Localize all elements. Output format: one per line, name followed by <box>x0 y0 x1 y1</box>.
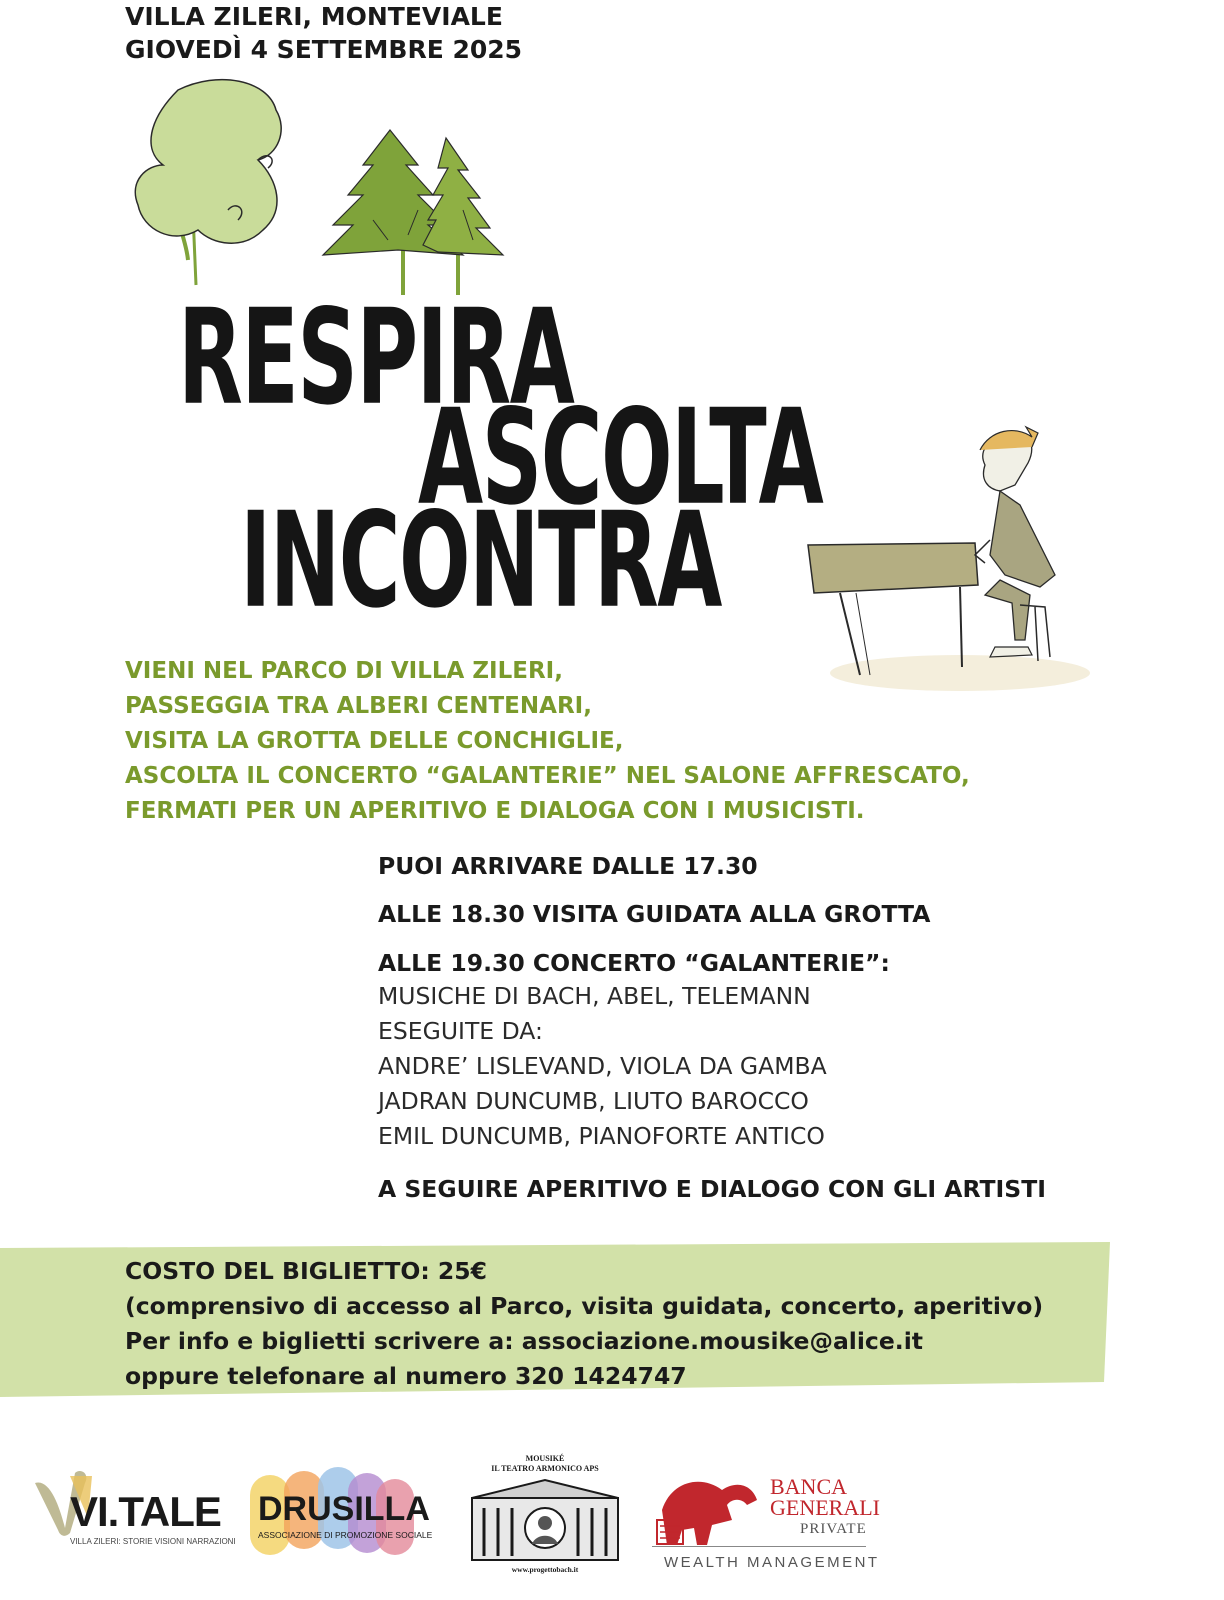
pine-trees-icon <box>323 130 503 295</box>
intro-paragraph <box>125 654 970 829</box>
ticket-phone-info[interactable]: oppure telefonare al numero 320 1424747 <box>125 1362 687 1390</box>
drusilla-name: DRUSILLA <box>258 1490 430 1528</box>
title-respira: RESPIRA <box>178 282 574 435</box>
concert-detail: ANDRE’ LISLEVAND, VIOLA DA GAMBA <box>378 1052 827 1080</box>
drusilla-tagline: ASSOCIAZIONE DI PROMOZIONE SOCIALE <box>258 1530 433 1540</box>
trees-illustration <box>118 70 518 300</box>
lion-logo-icon <box>652 1470 762 1550</box>
mousike-url[interactable]: www.progettobach.it <box>511 1565 579 1574</box>
intro-line: ASCOLTA IL CONCERTO “GALANTERIE” NEL SALONE AFFRESCATO, <box>125 763 970 789</box>
arrival-time: PUOI ARRIVARE DALLE 17.30 <box>378 852 758 880</box>
date-text: GIOVEDÌ 4 SETTEMBRE 2025 <box>125 35 523 64</box>
aperitivo-note: A SEGUIRE APERITIVO E DIALOGO CON GLI ARTISTI <box>378 1175 1046 1203</box>
ticket-includes: (comprensivo di accesso al Parco, visita guidata, concerto, aperitivo) <box>125 1292 1044 1320</box>
banca-divider <box>652 1546 866 1547</box>
vitale-name: VI.TALE <box>70 1488 221 1535</box>
event-header <box>125 0 522 66</box>
ticket-email-info[interactable]: Per info e biglietti scrivere a: associazione.mousike@alice.it <box>125 1327 923 1355</box>
ticket-cost: COSTO DEL BIGLIETTO: 25€ <box>125 1257 487 1285</box>
title-ascolta: ASCOLTA <box>418 382 823 535</box>
program-schedule <box>378 851 1046 1204</box>
intro-line: VISITA LA GROTTA DELLE CONCHIGLIE, <box>125 728 624 754</box>
venue-text: VILLA ZILERI, MONTEVIALE <box>125 2 503 31</box>
mousike-name: MOUSIKÉ <box>525 1454 565 1463</box>
pianist-figure-icon <box>975 427 1055 661</box>
mousike-tagline: IL TEATRO ARMONICO APS <box>491 1464 599 1473</box>
banca-line2: GENERALI <box>770 1495 880 1520</box>
guided-visit: ALLE 18.30 VISITA GUIDATA ALLA GROTTA <box>378 900 931 928</box>
ticket-info <box>125 1254 1043 1394</box>
concert-title: ALLE 19.30 CONCERTO “GALANTERIE”: <box>378 949 890 977</box>
intro-line: FERMATI PER UN APERITIVO E DIALOGA CON I MUSICISTI. <box>125 798 865 824</box>
concert-detail: JADRAN DUNCUMB, LIUTO BAROCCO <box>378 1087 809 1115</box>
concert-detail: ESEGUITE DA: <box>378 1017 543 1045</box>
title-incontra: INCONTRA <box>240 485 721 638</box>
theatre-building-icon <box>470 1478 620 1563</box>
intro-line: PASSEGGIA TRA ALBERI CENTENARI, <box>125 693 592 719</box>
banca-line4: WEALTH MANAGEMENT <box>664 1554 880 1571</box>
vitale-tagline: VILLA ZILERI: STORIE VISIONI NARRAZIONI <box>70 1537 236 1546</box>
round-tree-icon <box>135 80 281 285</box>
concert-detail: MUSICHE DI BACH, ABEL, TELEMANN <box>378 982 811 1010</box>
banca-line1: BANCA <box>770 1474 848 1499</box>
intro-line: VIENI NEL PARCO DI VILLA ZILERI, <box>125 658 563 684</box>
concert-detail: EMIL DUNCUMB, PIANOFORTE ANTICO <box>378 1122 825 1150</box>
banca-line3: PRIVATE <box>800 1521 867 1537</box>
